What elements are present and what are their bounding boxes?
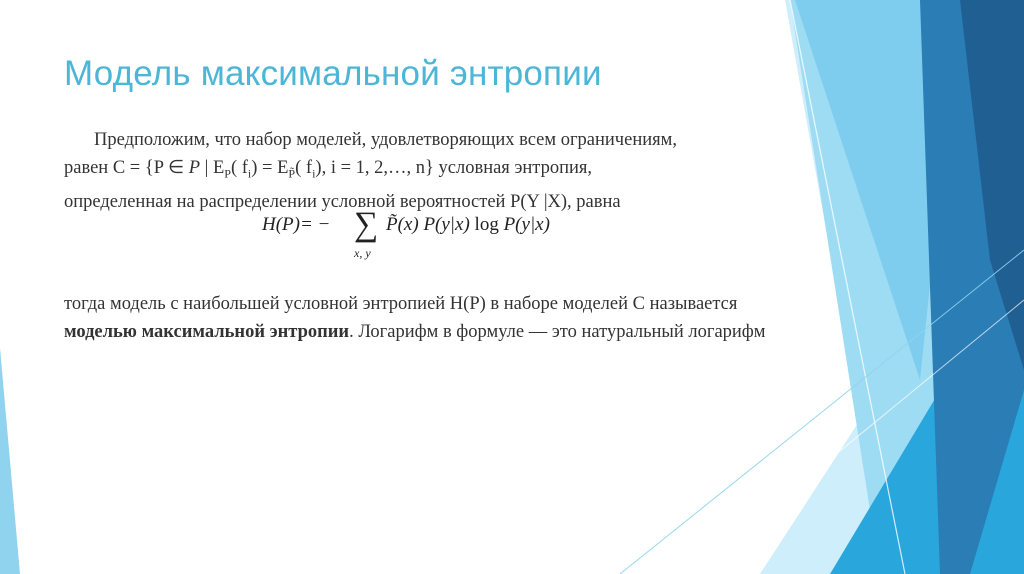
paragraph-1-line-3: определенная на распределении условной вероятностей P(Y |X), равна	[64, 191, 621, 212]
text-fragment: ( f	[295, 158, 313, 178]
formula-lhs: H(P)= −	[262, 214, 331, 235]
subscript: P̃	[288, 166, 296, 181]
entropy-formula	[262, 206, 602, 262]
subscript: i	[247, 166, 252, 181]
bold-term: моделью максимальной энтропии	[64, 322, 350, 342]
subscript: P	[224, 166, 231, 181]
slide-title: Модель максимальной энтропии	[64, 54, 602, 93]
text-fragment: . Логарифм в формуле — это натуральный логарифм	[349, 322, 766, 342]
paragraph-1	[64, 126, 784, 216]
summation-symbol: ∑	[354, 206, 379, 243]
text-fragment: | E	[200, 158, 225, 178]
formula-rhs	[386, 214, 550, 236]
text-fragment: ( f	[230, 158, 248, 178]
left-decor-triangle	[0, 348, 20, 574]
paragraph-1-line-1: Предположим, что набор моделей, удовлетворяющих всем ограничениям,	[94, 130, 677, 150]
text-fragment: равен С = {P ∈	[64, 158, 189, 178]
text-fragment: ), i = 1, 2,…, n} условная энтропия,	[315, 158, 593, 178]
log-operator: log	[474, 214, 499, 235]
formula-term: P(y|x)	[498, 214, 550, 235]
text-fragment: тогда модель с наибольшей условной энтропией H(P) в наборе моделей С называется	[64, 294, 738, 314]
subscript: i	[312, 166, 316, 181]
paragraph-2	[64, 290, 784, 346]
formula-term: P̃(x) P(y|x)	[386, 214, 475, 235]
set-symbol: P	[188, 158, 201, 178]
summation-index: x, y	[354, 246, 371, 260]
text-fragment: ) = E	[251, 158, 289, 178]
paragraph-1-line-2	[64, 154, 784, 188]
